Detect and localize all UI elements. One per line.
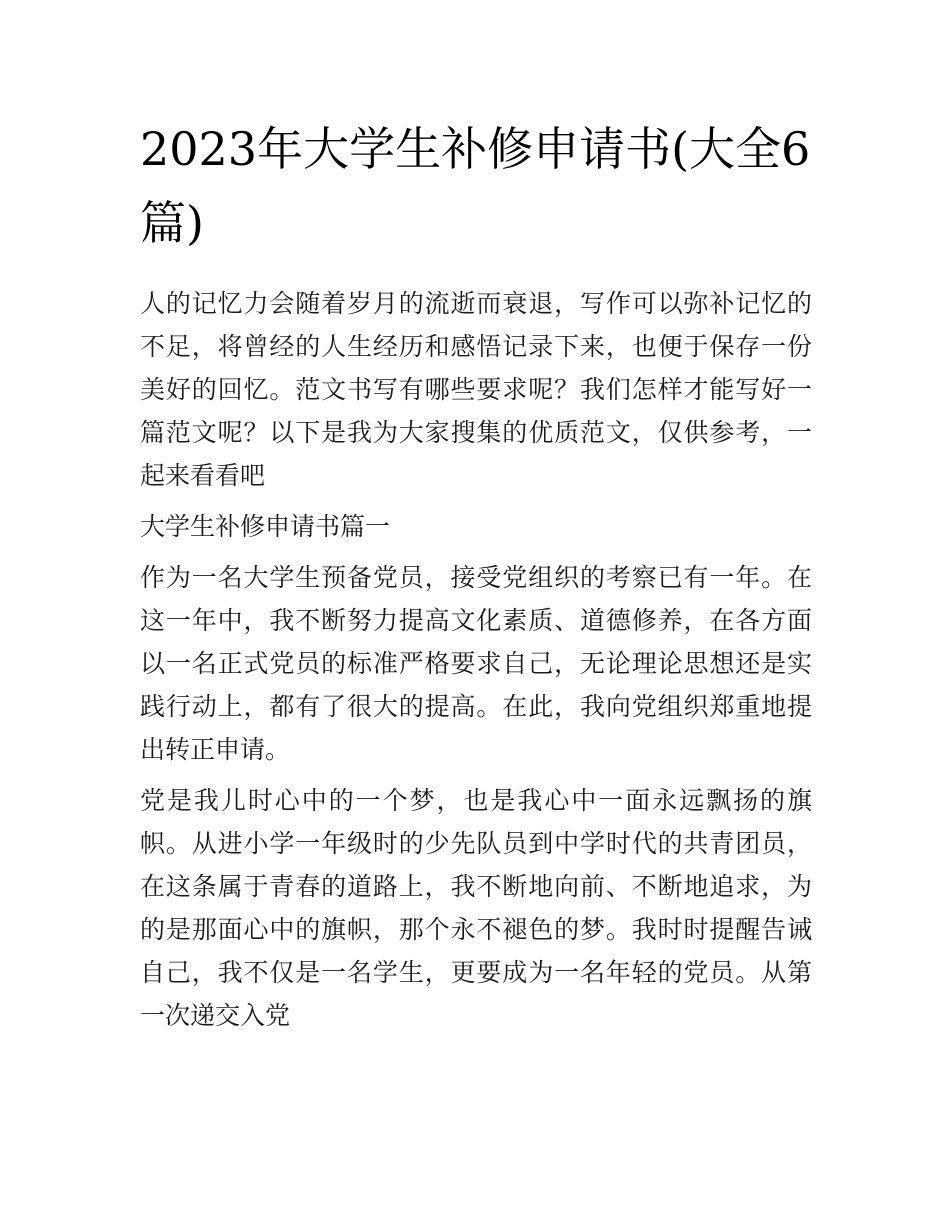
document-title: 2023年大学生补修申请书(大全6篇)	[140, 122, 811, 250]
intro-paragraph: 人的记忆力会随着岁月的流逝而衰退，写作可以弥补记忆的不足，将曾经的人生经历和感悟记录下来，也便于保存一份美好的回忆。范文书写有哪些要求呢？我们怎样才能写好一篇范文呢？以下是我为大家搜集的优质范文，仅供参考，一起来看看吧	[140, 289, 812, 490]
section-heading: 大学生补修申请书篇一	[140, 512, 391, 541]
body-paragraph-1: 作为一名大学生预备党员，接受党组织的考察已有一年。在这一年中，我不断努力提高文化素质、道德修养，在各方面以一名正式党员的标准严格要求自己，无论理论思想还是实践行动上，都有了很大的提高。在此，我向党组织郑重地提出转正申请。	[140, 563, 812, 764]
document-body	[140, 282, 812, 1045]
body-paragraph-2: 党是我儿时心中的一个梦，也是我心中一面永远飘扬的旗帜。从进小学一年级时的少先队员到中学时代的共青团员，在这条属于青春的道路上，我不断地向前、不断地追求，为的是那面心中的旗帜，那个永不褪色的梦。我时时提醒告诫自己，我不仅是一名学生，更要成为一名年轻的党员。从第一次递交入党	[140, 786, 812, 1030]
